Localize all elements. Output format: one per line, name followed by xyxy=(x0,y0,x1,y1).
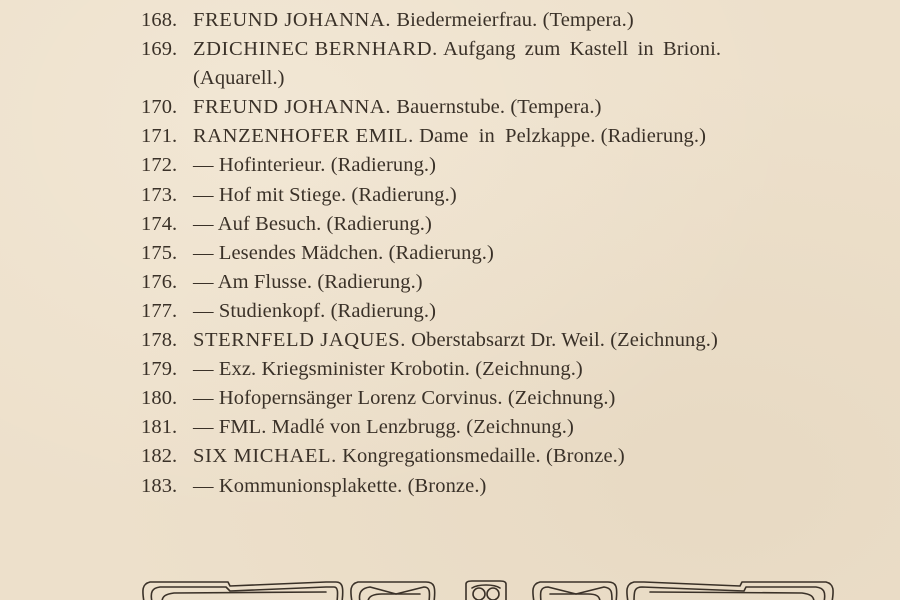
entry-medium: (Zeichnung.) xyxy=(466,416,574,439)
entry-number: 177. xyxy=(141,299,178,322)
entry-title: Biedermeierfrau. xyxy=(396,9,538,31)
entry-medium: (Aquarell.) xyxy=(193,67,285,90)
ditto-dash: — xyxy=(193,299,214,322)
entry-title: Auf Besuch. xyxy=(217,212,322,235)
entry-medium: (Bronze.) xyxy=(407,474,487,497)
entry-number: 168. xyxy=(141,9,178,31)
catalog-entry xyxy=(141,93,841,122)
entry-medium: (Zeichnung.) xyxy=(507,387,616,410)
entry-number: 170. xyxy=(141,96,178,119)
catalog-entry xyxy=(141,413,841,442)
catalog-entry-list xyxy=(141,6,841,501)
entry-title: Aufgang zum Kastell in Brioni. xyxy=(443,38,722,61)
ditto-dash: — xyxy=(193,387,214,410)
catalog-entry xyxy=(141,35,841,93)
catalog-entry xyxy=(141,326,841,355)
entry-medium: (Radierung.) xyxy=(326,212,432,235)
entry-number: 169. xyxy=(141,38,178,61)
entry-number: 171. xyxy=(141,125,178,148)
entry-medium: (Tempera.) xyxy=(510,96,602,119)
catalog-entry xyxy=(141,297,841,326)
entry-title: Kongregationsmedaille. xyxy=(342,445,541,468)
ditto-dash: — xyxy=(193,474,214,497)
entry-title: Hof mit Stiege. xyxy=(218,183,347,206)
entry-number: 173. xyxy=(141,183,178,206)
entry-medium: (Radierung.) xyxy=(600,125,707,148)
entry-number: 181. xyxy=(141,416,178,439)
catalog-entry xyxy=(141,122,841,151)
entry-title: Bauernstube. xyxy=(396,96,506,119)
entry-number: 176. xyxy=(141,270,178,293)
entry-medium: (Radierung.) xyxy=(330,154,437,177)
entry-title: Dame in Pelzkappe. xyxy=(419,125,596,148)
art-nouveau-border-ornament xyxy=(138,576,838,600)
entry-number: 175. xyxy=(141,241,178,264)
entry-number: 178. xyxy=(141,329,178,352)
entry-medium: (Radierung.) xyxy=(351,183,457,206)
ditto-dash: — xyxy=(193,212,214,235)
ditto-dash: — xyxy=(193,416,214,439)
entry-medium: (Radierung.) xyxy=(388,241,494,264)
entry-artist: FREUND JOHANNA. xyxy=(193,9,392,31)
entry-number: 182. xyxy=(141,445,178,468)
catalog-entry xyxy=(141,472,841,501)
entry-medium: (Zeichnung.) xyxy=(610,329,718,352)
ditto-dash: — xyxy=(193,241,214,264)
entry-medium: (Radierung.) xyxy=(330,299,436,322)
catalog-entry xyxy=(141,355,841,384)
entry-title: Lesendes Mädchen. xyxy=(218,241,384,264)
entry-title: Hofinterieur. xyxy=(218,154,326,177)
catalog-entry xyxy=(141,384,841,413)
entry-medium: (Zeichnung.) xyxy=(475,358,583,381)
entry-medium: (Tempera.) xyxy=(542,9,634,31)
ditto-dash: — xyxy=(193,183,214,206)
catalog-entry xyxy=(141,151,841,180)
entry-title: Studienkopf. xyxy=(218,299,326,322)
entry-title: Oberstabsarzt Dr. Weil. xyxy=(411,329,606,352)
entry-artist: STERNFELD JAQUES. xyxy=(193,329,406,352)
entry-medium: (Radierung.) xyxy=(317,270,423,293)
catalog-entry xyxy=(141,239,841,268)
entry-title: Kommunionsplakette. xyxy=(218,474,403,497)
entry-number: 172. xyxy=(141,154,178,177)
entry-title: Hofopernsänger Lorenz Corvinus. xyxy=(218,387,503,410)
entry-artist: FREUND JOHANNA. xyxy=(193,96,392,119)
catalog-entry xyxy=(141,6,841,35)
catalog-entry xyxy=(141,442,841,471)
ditto-dash: — xyxy=(193,154,214,177)
entry-title: Exz. Kriegsminister Krobotin. xyxy=(218,358,470,381)
entry-artist: SIX MICHAEL. xyxy=(193,445,337,468)
entry-number: 180. xyxy=(141,387,178,410)
entry-artist: RANZENHOFER EMIL. xyxy=(193,125,414,148)
entry-title: Am Flusse. xyxy=(217,270,313,293)
entry-title: FML. Madlé von Lenzbrugg. xyxy=(218,416,462,439)
ditto-dash: — xyxy=(193,358,214,381)
catalog-entry xyxy=(141,181,841,210)
entry-medium: (Bronze.) xyxy=(545,445,625,468)
entry-number: 179. xyxy=(141,358,178,381)
entry-number: 183. xyxy=(141,474,178,497)
catalog-entry xyxy=(141,210,841,239)
entry-artist: ZDICHINEC BERNHARD. xyxy=(193,38,438,61)
catalog-entry xyxy=(141,268,841,297)
ditto-dash: — xyxy=(193,270,214,293)
entry-number: 174. xyxy=(141,212,178,235)
